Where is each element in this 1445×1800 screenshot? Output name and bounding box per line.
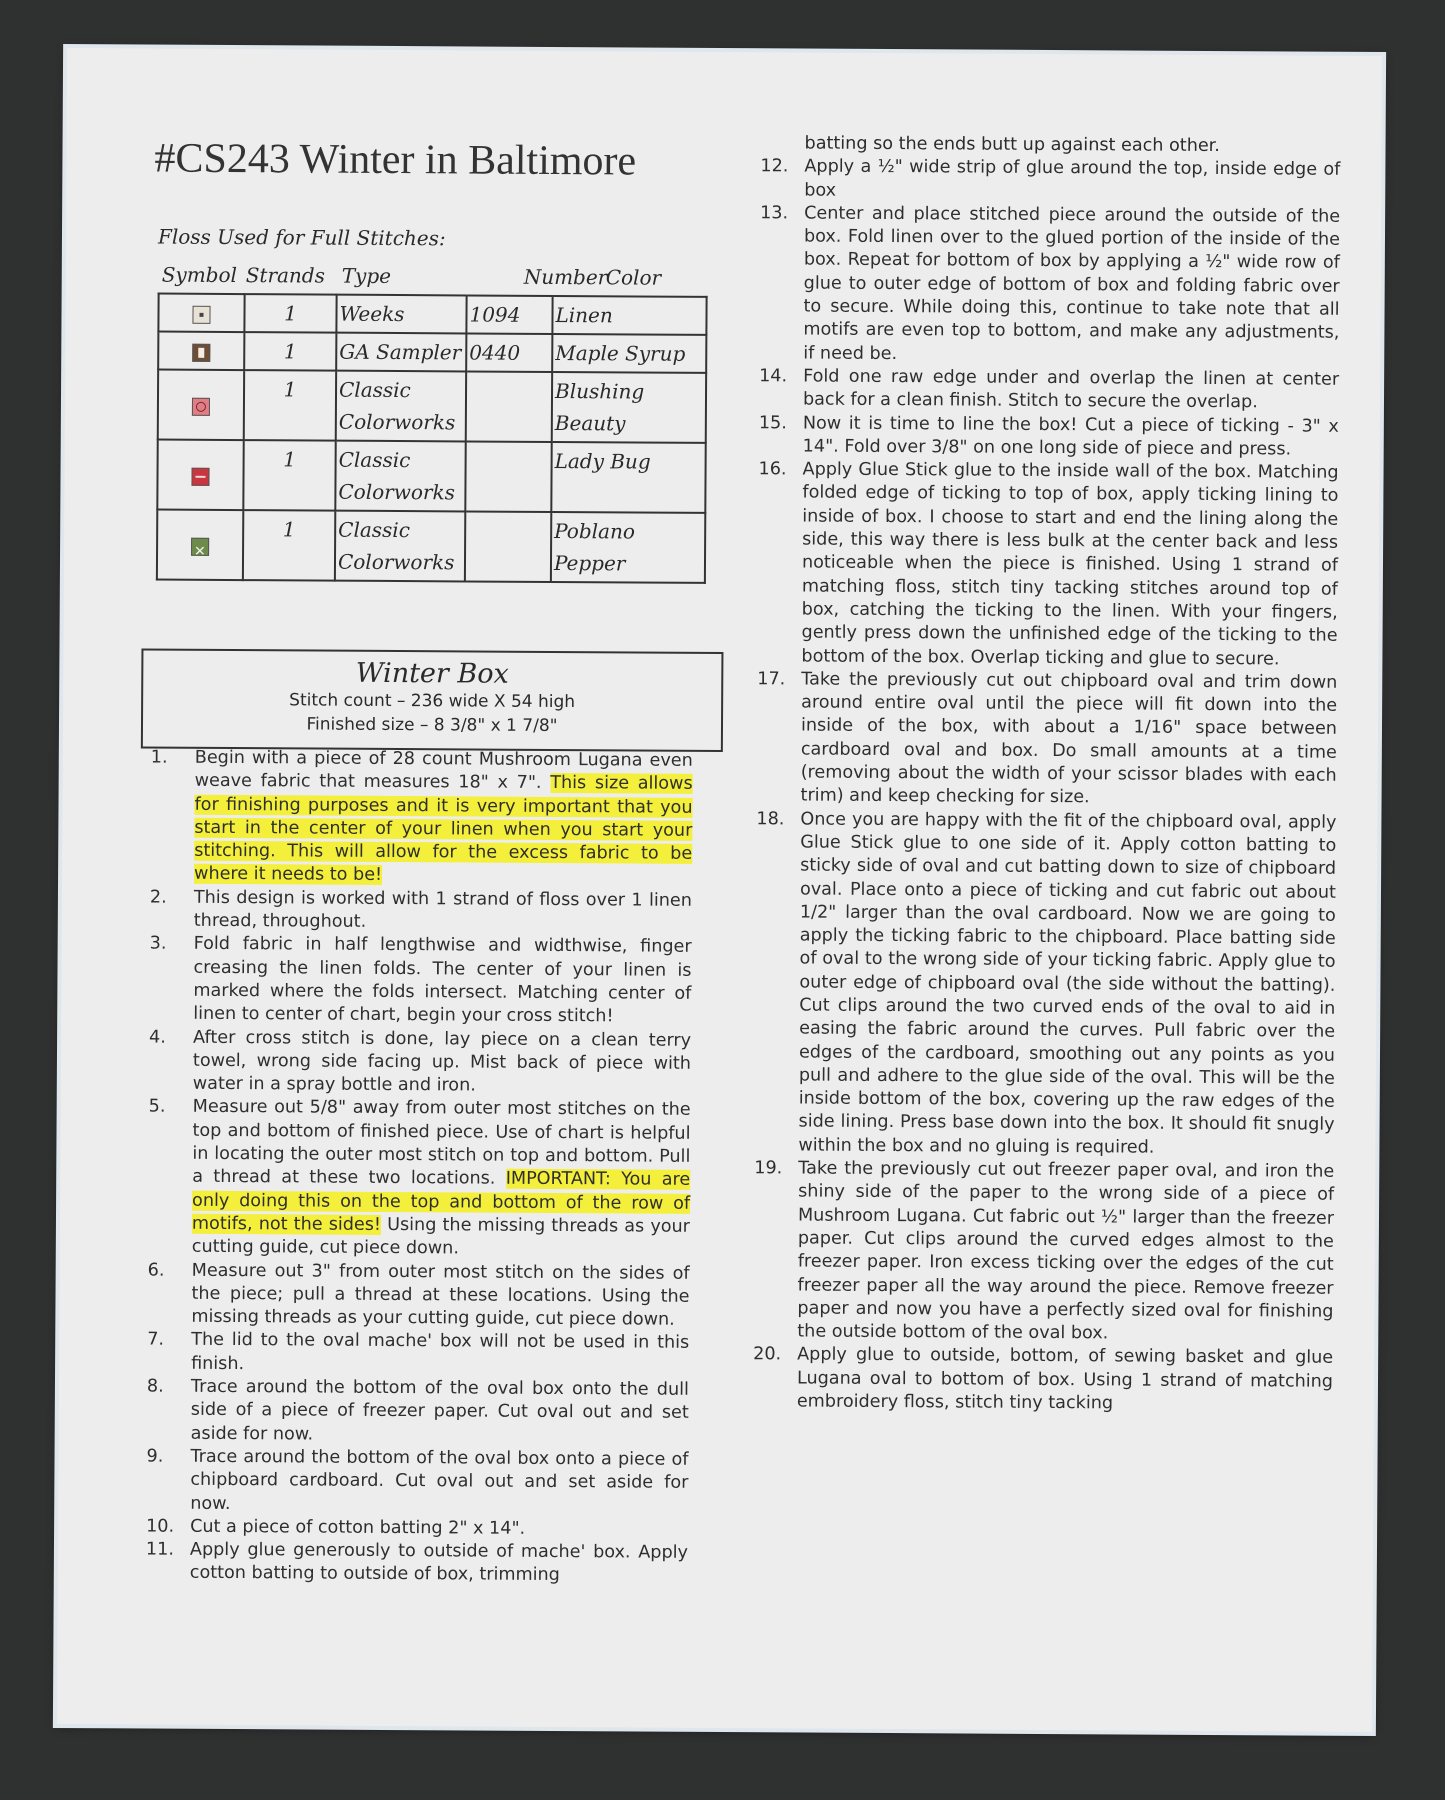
number-cell: 0440 — [466, 333, 552, 372]
design-title: Winter Box — [355, 657, 509, 690]
poblano-x-symbol-icon — [191, 537, 209, 555]
color-cell: Linen — [552, 296, 706, 335]
list-item: 14. Fold one raw edge under and overlap the linen at center back for a clean finish. Stitch to secure the overlap. — [759, 366, 1340, 413]
color-cell: Lady Bug — [551, 442, 705, 513]
type-cell: GA Sampler — [336, 333, 466, 372]
col-number: Number — [523, 264, 608, 290]
list-item: 2. This design is worked with 1 strand of floss over 1 linen thread, throughout. — [149, 887, 692, 932]
type-cell: Classic Colorworks — [335, 511, 465, 582]
color-cell: Maple Syrup — [552, 334, 706, 373]
step-11-continued: batting so the ends butt up against each other. — [804, 133, 1220, 157]
list-item: 19. Take the previously cut out freezer paper oval, and iron the shiny side of the paper to the wrong side of a piece of Mushroom Lugana. Cut fabric out ½" larger than the freezer paper. Cut clips around the curved edges almost to the freezer paper. Iron excess ticking over the edges of the cut freezer paper all the way around the piece. Remove freezer paper and now you have a perfectly sized oval for finishing the outside bottom of the oval box. — [754, 1158, 1335, 1344]
page-title: #CS243 Winter in Baltimore — [154, 135, 637, 185]
finished-size: Finished size – 8 3/8" x 1 7/8" — [306, 714, 558, 737]
design-info-box — [141, 648, 724, 752]
type-cell: Classic Colorworks — [336, 371, 466, 442]
highlighted-text: IMPORTANT: You are only doing this on the top and bottom of the row of motifs, not the sides! — [191, 1169, 691, 1235]
number-cell: 1094 — [466, 295, 552, 334]
type-cell: Weeks — [336, 295, 466, 334]
maple-bar-symbol-icon — [192, 343, 210, 361]
list-item: 7. The lid to the oval mache' box will not be used in this finish. — [147, 1329, 690, 1374]
strands-cell: 1 — [243, 440, 335, 511]
strands-cell: 1 — [243, 510, 335, 581]
number-cell — [465, 511, 551, 582]
floss-column-headers — [162, 263, 722, 296]
col-strands: Strands — [245, 263, 325, 288]
stitch-count: Stitch count – 236 wide X 54 high — [289, 690, 576, 713]
number-cell — [465, 441, 551, 512]
floss-table — [156, 293, 708, 584]
highlighted-text: This size allows for finishing purposes and it is very important that you start in the center of your linen when you start your stitching. This will allow for the excess fabric to be where it needs to be! — [194, 773, 693, 886]
list-item: 6. Measure out 3" from outer most stitch on the sides of the piece; pull a thread at these locations. Using the missing threads as your cutting guide, cut piece down. — [147, 1260, 690, 1330]
col-symbol: Symbol — [161, 262, 238, 288]
color-cell: Poblano Pepper — [551, 512, 705, 583]
list-item: 5. Measure out 5/8" away from outer most stitches on the top and bottom of finished piece. Use of chart is helpful in locating the outer most stitch on top and bottom. Pull a thread at these two locations. IMPORTANT: You are only doing this on the top and bottom of the row of motifs, not the sides! Using the missing threads as your cutting guide, cut piece down. — [148, 1096, 691, 1259]
list-item: 4. After cross stitch is done, lay piece on a clean terry towel, wrong side facing up. Mist back of piece with water in a spray bottle and iron. — [149, 1027, 692, 1096]
number-cell — [466, 371, 552, 442]
list-item: 1. Begin with a piece of 28 count Mushroom Lugana even weave fabric that measures 18" x 7". This size allows for finishing purposes and it is very important that you start in the center of your linen when you start your stitching. This will allow for the excess fabric to be where it needs to be! — [150, 747, 693, 886]
strands-cell: 1 — [244, 332, 336, 371]
table-row — [158, 370, 706, 443]
strands-cell: 1 — [244, 370, 336, 441]
list-item: 18. Once you are happy with the fit of the chipboard oval, apply Glue Stick glue to one side of it. Apply cotton batting to sticky side of oval and cut batting down to size of chipboard oval. Place onto a piece of ticking and cut fabric out about 1/2" larger than the oval cardboard. Now we are going to apply the ticking fabric to the chipboard. Place batting side of oval to the wrong side of your ticking fabric. Apply glue to outer edge of chipboard oval (the side without the batting). Cut clips around the two curved ends of the oval to aid in easing the fabric around the curves. Pull fabric over the edges of the cardboard, smoothing out any points as you pull and adhere to the glue side of the oval. This will be the inside bottom of the box, covering up the raw edges of the side lining. Press base down into the box. It should fit snugly within the box and no gluing is required. — [756, 808, 1337, 1158]
linen-dot-symbol-icon — [192, 305, 210, 323]
blush-circle-symbol-icon — [192, 397, 210, 415]
list-item: 13. Center and place stitched piece around the outside of the box. Fold linen over to the glued portion of the inside of the box. Repeat for bottom of box by applying a ½" wide row of glue to outer edge of bottom of box and folding fabric over to secure. While doing this, continue to take note that all motifs are even top to bottom, and make any adjustments, if need be. — [760, 203, 1341, 364]
type-cell: Classic Colorworks — [335, 441, 465, 512]
instructions-left-column — [146, 747, 693, 1589]
list-item: 3. Fold fabric in half lengthwise and widthwise, finger creasing the linen folds. The center of your linen is marked where the folds intersect. Matching center of linen to center of chart, begin your cross stitch! — [149, 933, 692, 1027]
list-item: 17. Take the previously cut out chipboard oval and trim down around entire oval until the piece will fit down into the inside of the box, with about a 1/16" space between cardboard oval and box. Do small amounts at a time (removing about the width of your scissor blades with each trim) and keep checking for size. — [757, 669, 1338, 808]
list-item: 20. Apply glue to outside, bottom, of sewing basket and glue Lugana oval to bottom of box. Using 1 strand of matching embroidery floss, stitch tiny tacking — [753, 1344, 1334, 1414]
table-row — [157, 510, 705, 583]
table-row — [158, 332, 706, 373]
table-row — [158, 294, 706, 335]
col-type: Type — [341, 263, 392, 288]
color-cell: Blushing Beauty — [552, 372, 706, 443]
instructions-right-column — [753, 132, 1341, 1417]
list-item: 11. Apply glue generously to outside of mache' box. Apply cotton batting to outside of box, trimming — [145, 1539, 689, 1586]
col-color: Color — [605, 265, 662, 290]
list-item: 10. Cut a piece of cotton batting 2" x 14". — [146, 1516, 526, 1539]
list-item: 9. Trace around the bottom of the oval box onto a piece of chipboard cardboard. Cut oval out and set aside for now. — [146, 1446, 689, 1514]
instruction-sheet — [57, 48, 1382, 1732]
floss-heading: Floss Used for Full Stitches: — [157, 224, 446, 251]
list-item: 15. Now it is time to line the box! Cut a piece of ticking - 3" x 14". Fold over 3/8" on one long side of piece and press. — [758, 412, 1339, 460]
list-item: 8. Trace around the bottom of the oval box onto the dull side of a piece of freezer paper. Cut oval out and set aside for now. — [146, 1376, 690, 1445]
ladybug-dash-symbol-icon — [191, 467, 209, 485]
list-item: 16. Apply Glue Stick glue to the inside wall of the box. Matching folded edge of ticking to top of box, apply ticking lining to inside of box. I choose to start and end the lining along the side, this way there is less bulk at the center back and less noticeable when the piece is finished. Using 1 strand of matching floss, stitch tiny tacking stitches around top of box, catching the ticking to the linen. With your fingers, gently press down the unfinished edge of the ticking to the bottom of the box. Overlap ticking and glue to secure. — [758, 459, 1339, 669]
strands-cell: 1 — [244, 294, 336, 333]
list-item: 12. Apply a ½" wide strip of glue around the top, inside edge of box — [760, 156, 1341, 201]
table-row — [157, 440, 705, 513]
